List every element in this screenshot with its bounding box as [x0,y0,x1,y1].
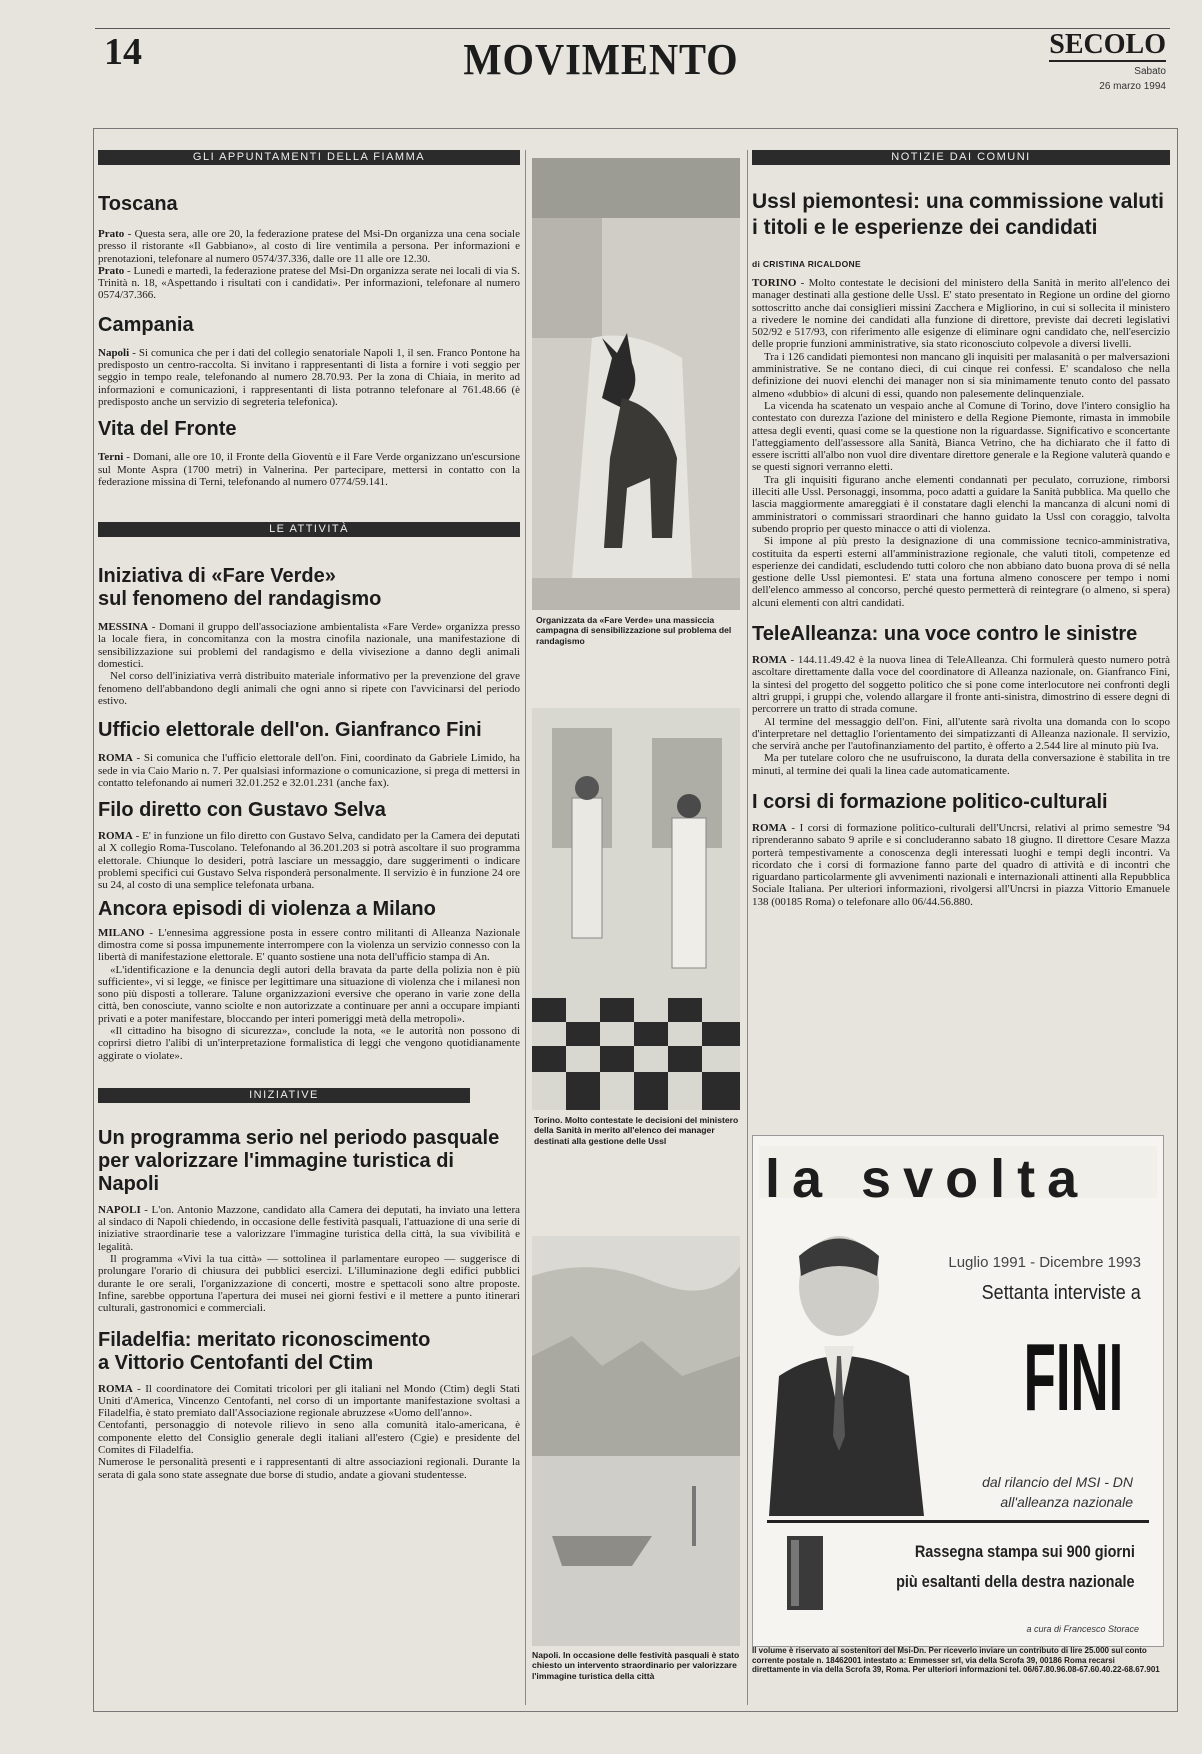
article-text: ROMA - Si comunica che l'ufficio elettorale dell'on. Fini, coordinato da Gabriele Limido, ha sede in via Caio Mario n. 7. Per qualsiasi informazione o comunicazione, si prega di mettersi in contatto telefonando ai numeri 32.01.252 e 32.01.231 (anche fax). [98,752,520,789]
portrait-photo [759,1216,929,1516]
column-right [752,150,1170,908]
article-text: Ma per tutelare coloro che ne usufruiscono, la durata della conversazione è stabilita in tre minuti, al termine dei quali la linea cade automaticamente. [752,752,1170,777]
headline-ufficio-elettorale: Ufficio elettorale dell'on. Gianfranco Fini [98,719,482,742]
dateline: MILANO [98,926,145,939]
article-text: «Il cittadino ha bisogno di sicurezza», conclude la nota, «e le autorità non possono di coprirsi dietro l'alibi di un'interpretazione formalistica di leggi che vengono quotidianamente aggirate o violate». [98,1024,520,1062]
ad-subtitle: Settanta interviste a [981,1282,1141,1304]
section-bar: GLI APPUNTAMENTI DELLA FIAMMA [98,150,520,165]
heading-vita-del-fronte: Vita del Fronte [98,418,237,441]
masthead [1049,30,1166,92]
ad-footnote [752,1646,1162,1675]
article-text: Prato - Lunedì e martedì, la federazione pratese del Msi-Dn organizza serate nei locali di via S. Trinità n. 18, «Aspettando i risultati con i candidati». Per informazioni, telefonare al numero 0574/37.366. [98,264,520,302]
dateline: Terni [98,451,124,464]
column-divider [747,150,748,1705]
article-text: Nel corso dell'iniziativa verrà distribuito materiale informativo per la prevenzione del grave fenomeno dell'abbandono degli animali che ogni anno si ripete con l'avvicinarsi del periodo estivo. [98,670,520,707]
headline-corsi: I corsi di formazione politico-culturali [752,790,1108,813]
issue-day: Sabato [1134,66,1166,77]
ad-brand-banner [759,1146,1157,1209]
section-bar: LE ATTIVITÀ [98,522,520,537]
headline-telealleanza: TeleAlleanza: una voce contro le sinistre [752,623,1138,646]
headline-napoli: Un programma serio nel periodo pasquale [98,1126,500,1149]
dateline: ROMA [98,752,133,765]
ad-title: FINI [1023,1324,1123,1431]
byline: di CRISTINA RICALDONE [752,259,861,269]
article-text: Tra i 126 candidati piemontesi non mancano gli inquisiti per malasanità o per malversazioni amministrative. Se ne contano dieci, di cui cinque rei confessi. E' scandaloso che nella definizione dei nuovi elenchi dei manager non si sia minimamente tenuto conto del passato almeno «dubbio» di alcuni di essi, quando non palesemente delinquenziale. [752,350,1170,400]
headline-filadelfia: a Vittorio Centofanti del Ctim [98,1351,374,1374]
dateline: ROMA [752,821,787,834]
dateline: Prato [98,264,125,277]
article-text: MESSINA - Domani il gruppo dell'associazione ambientalista «Fare Verde» organizza presso la locale fiera, in concomitanza con la mostra cinofila nazionale, una manifestazione di sensibilizzazione sui problemi del randagismo e della vivisezione a danno degli animali domestici. [98,621,520,671]
heading-toscana: Toscana [98,193,178,215]
headline-fare-verde: sul fenomeno del randagismo [98,588,382,611]
caption-block [536,615,740,646]
book-advertisement [752,1135,1164,1647]
article-text: Numerose le personalità presenti e i rappresentanti di altre associazioni regionali. Durante la serata di gala sono state assegnate due borse di studio, andate a giovani studentesse. [98,1456,520,1481]
ad-tagline: dal rilancio del MSI - DN [982,1474,1133,1490]
headline-ussl: Ussl piemontesi: una commissione valuti [752,190,1164,213]
photo-caption: Napoli. In occasione delle festività pasquali è stato chiesto un intervento straordinario per valorizzare l'immagine turistica della città [532,1650,740,1681]
article-text: Prato - Questa sera, alle ore 20, la federazione pratese del Msi-Dn organizza una cena sociale presso il ristorante «Il Gabbiano», al costo di lire ventimila a persona. Per informazioni e prenotazioni, telefonare al numero 0574/37.336, dalle ore 11 alle ore 12.30. [98,228,520,265]
newspaper-logo: SECOLO [1049,29,1166,60]
article-text: Tra gli inquisiti figurano anche elementi condannati per peculato, corruzione, rimborsi illeciti alle Ussl. Personaggi, insomma, poco adatti a guidare la Sanità pubblica. Ma quello che lascia maggiormente amareggiati è il constatare dagli elenchi la mancanza di alcuni nomi di amministratori o commissari straordinari che hanno guidato la Ussl con coraggio, talvolta subendo proprio per questo minacce o atti di violenza. [752,473,1170,535]
article-text: ROMA - 144.11.49.42 è la nuova linea di TeleAlleanza. Chi formulerà questo numero potrà ascoltare direttamente dalla voce del coordinatore di Alleanza nazionale, on. Gianfranco Fini, la sintesi del progetto del soggetto politico che si pone come interlocutore nei confronti degli altri gruppi, i gruppi che, volendo allargare il fronte anti-sinistra, dimostrino di essere degni di percorrere un tratto di strada comune. [752,654,1170,716]
dateline: TORINO [752,277,797,289]
article-text: Si impone al più presto la designazione di una commissione tecnico-amministrativa, costituita da esperti esterni all'amministrazione regionale, che valuti titoli, competenze ed esperienze dei candidati, escludendo tutti coloro che non abbiano dato buona prova di sé nella gestione delle Ussl piemontesi. E' stata una fortuna almeno conoscere per tempo i nomi dell'elenco ammesso al concorso, perché questo permetterà di reintegrare (o almeno, si spera) alcuni elementi con altri candidati. [752,535,1170,609]
heading-campania: Campania [98,313,194,336]
napoli-photo [532,1236,740,1646]
headline-napoli: per valorizzare l'immagine turistica di Napoli [98,1149,454,1195]
article-text: Terni - Domani, alle ore 10, il Fronte della Gioventù e il Fare Verde organizzano un'escursione sul Monte Aspra (1700 metri) in Valnerina. Per partecipare, mettersi in contatto con la federazione missina di Terni, telefonando al numero 0774/59.141. [98,451,520,488]
ad-period: Luglio 1991 - Dicembre 1993 [948,1254,1141,1271]
article-text: NAPOLI - L'on. Antonio Mazzone, candidato alla Camera dei deputati, ha inviato una lettera al sindaco di Napoli chiedendo, in occasione delle festività pasquali, l'attuazione di una serie di iniziative straordinarie tese a valorizzare l'immagine turistica della città, la sua vivibilità e legalità. [98,1203,520,1253]
dateline: MESSINA [98,621,149,634]
headline-fare-verde: Iniziativa di «Fare Verde» [98,565,336,588]
top-rule [95,28,1170,29]
dateline: Napoli [98,346,130,359]
dateline: ROMA [98,1382,133,1395]
headline-ussl: i titoli e le esperienze dei candidati [752,216,1098,239]
ad-curator: a cura di Francesco Storace [1026,1624,1139,1634]
ad-band-text: Rassegna stampa sui 900 giorni [914,1542,1135,1561]
article-text: TORINO - Molto contestate le decisioni del ministero della Sanità in merito all'elenco dei manager destinati alla gestione delle Ussl. E' stato presentato in Regione un ordine del giorno sottoscritto anche dai consiglieri missini Zacchera e Migliorino, in cui si sollecita il ministero a rivedere le nomine dei candidati alla funzione di direttore, previste dai decreti legislativi 502/92 e 517/93, con riferimento alle esigenze di eliminare ogni candidato che, nell'esercizio delle proprie funzioni amministrative, sia stato riconosciuto colpevole a diversi livelli. [752,277,1170,351]
photo-caption: Organizzata da «Fare Verde» una massiccia campagna di sensibilizzazione sul problema del randagismo [536,615,732,646]
article-text: MILANO - L'ennesima aggressione posta in essere contro militanti di Alleanza Nazionale dimostra come si possa impunemente interrompere con la violenza un servizio connesso con la libertà di manifestazione elettorale. E' quanto sostiene una nota dell'ufficio stampa di An. [98,926,520,964]
article-text: ROMA - Il coordinatore dei Comitati tricolori per gli italiani nel Mondo (Ctim) degli Stati Uniti d'America, Vincenzo Centofanti, nel corso di un importante manifestazione svoltasi a Filadelfia, è stato premiato dall'Associazione regionale abruzzese «Uomo dell'anno». [98,1382,520,1420]
ad-rule [767,1520,1149,1523]
caption-block [534,1115,740,1146]
article-text: ROMA - I corsi di formazione politico-culturali dell'Uncrsi, relativi al primo semestre '94 riprenderanno sabato 9 aprile e si concluderanno sabato 18 giugno. Il direttore Cesare Mazza porterà tempestivamente a conoscenza degli interessati luoghi e tempi degli incontri. Va ricordato che i corsi di formazione fanno parte del quadro di attività e di incontri che riguardano particolarmente gli avvenimenti nazionali e internazionali attinenti alla Repubblica Sociale Italiana. Per ulteriori informazioni, rivolgersi all'Uncrsi in piazza Vittorio Emanuele 138 (00185 Roma) o telefonare allo 06/44.56.880. [752,821,1170,908]
article-text: «L'identificazione e la denuncia degli autori della bravata da parte della polizia non è più sufficiente», vi si legge, «e finisce per legittimare una situazione di violenza che i milanesi non sono più disposti a tollerare. Talune organizzazioni eversive che operano in varie zone della città, ben conosciute, vanno sciolte e non autorizzate a continuare per anni a occupare impianti privati e a poter manifestare, bloccando per interi pomeriggi metà della metropoli». [98,963,520,1025]
photo-caption: Torino. Molto contestate le decisioni del ministero della Sanità in merito all'elenco dei manager destinati alla gestione delle Ussl [534,1115,739,1146]
page-number: 14 [104,31,142,73]
section-bar: INIZIATIVE [98,1088,470,1103]
headline-violenza-milano: Ancora episodi di violenza a Milano [98,897,436,920]
column-left [98,150,520,1481]
book-icon [783,1534,833,1614]
dateline: Prato [98,228,125,240]
ad-tagline: all'alleanza nazionale [1000,1494,1133,1510]
caption-block [532,1650,740,1681]
article-text: La vicenda ha scatenato un vespaio anche al Comune di Torino, dove l'intero consiglio ha contestato con durezza l'azione del ministero e della Regione Piemonte, rimasta in immobile attesa degli eventi, quasi come se la questione non la riguardasse. Significativo e sconcertante l'atteggiamento dell'assessore alla Sanità, Bianca Vetrino, che ha dichiarato che il fatto di essere iscritti all'albo non vuol dire diventare direttore generale e la Regione valuterà quando e se questi signori verranno eletti. [752,399,1170,474]
hospital-photo [532,708,740,1110]
dateline: ROMA [752,654,787,667]
article-text: Il programma «Vivi la tua città» — sottolinea il parlamentare europeo — suggerisce di prolungare l'orario di chiusura dei pubblici esercizi. L'illuminazione degli edifici pubblici durante le ore serali, l'organizzazione di concerti, mostre e spettacoli sono altre proposte. Infine, sarebbe opportuna l'apertura dei musei nei giorni festivi e il mettere a punto itinerari culturali, gastronomici e commerciali. [98,1253,520,1315]
section-bar: NOTIZIE DAI COMUNI [752,150,1170,165]
article-text: Napoli - Si comunica che per i dati del collegio senatoriale Napoli 1, il sen. Franco Pontone ha predisposto un centro-raccolta. Si invitano i rappresentanti di lista a fornire i voti seggio per seggio in tempo reale, telefonando al numero 28.70.93. Per la zona di Chiaia, in merito ad informazioni e comunicazioni, i rappresentanti di lista potranno telefonare al 761.48.66 (è predisposto anche un servizio di segreteria telefonica). [98,346,520,408]
issue-date: 26 marzo 1994 [1099,81,1166,92]
column-divider [525,150,526,1705]
article-text: ROMA - E' in funzione un filo diretto con Gustavo Selva, candidato per la Camera dei deputati al X collegio Roma-Tuscolano. Telefonando al 36.201.203 si potrà ascoltare il suo programma elettorale. Chiunque lo desideri, potrà lasciare un messaggio, dare suggerimenti o indicare problemi specifici cui Gustavo Selva risponderà personalmente. Il servizio è in funzione 24 ore su 24, al costo di una semplice telefonata urbana. [98,830,520,892]
article-text: Al termine del messaggio dell'on. Fini, all'utente sarà rivolta una domanda con lo scopo d'interpretare nel dettaglio l'orientamento dei simpatizzanti di Alleanza nazionale. Il servizio, che servirà anche per l'autofinanziamento del partito, è offerto a 2.544 lire al minuto più Iva. [752,715,1170,753]
ad-band-text: più esaltanti della destra nazionale [896,1572,1135,1591]
section-title: MOVIMENTO [463,35,739,84]
headline-filadelfia: Filadelfia: meritato riconoscimento [98,1328,431,1351]
dateline: NAPOLI [98,1203,141,1216]
headline-filo-diretto: Filo diretto con Gustavo Selva [98,799,386,822]
ad-brand-text: la svolta [765,1149,1090,1209]
dog-photo [532,158,740,610]
dateline: ROMA [98,830,133,843]
article-text: Centofanti, personaggio di notevole rilievo in seno alla comunità italo-americana, è componente eletto del Consiglio generale degli italiani all'estero (Cgie) e presidente del Comites di Filadelfia. [98,1419,520,1457]
ad-footnote-text: Il volume è riservato ai sostenitori del Msi-Dn. Per riceverlo inviare un contributo di lire 25.000 sul conto corrente postale n. 18462001 intestato a: Emmesser srl, via della Scrofa 39, 00186 Roma recarsi direttamente in via della Scrofa 39, Roma. Per ulteriori informazioni tel. 06/67.80.96.08-67.60.40.22-68.67.901 [752,1646,1160,1675]
